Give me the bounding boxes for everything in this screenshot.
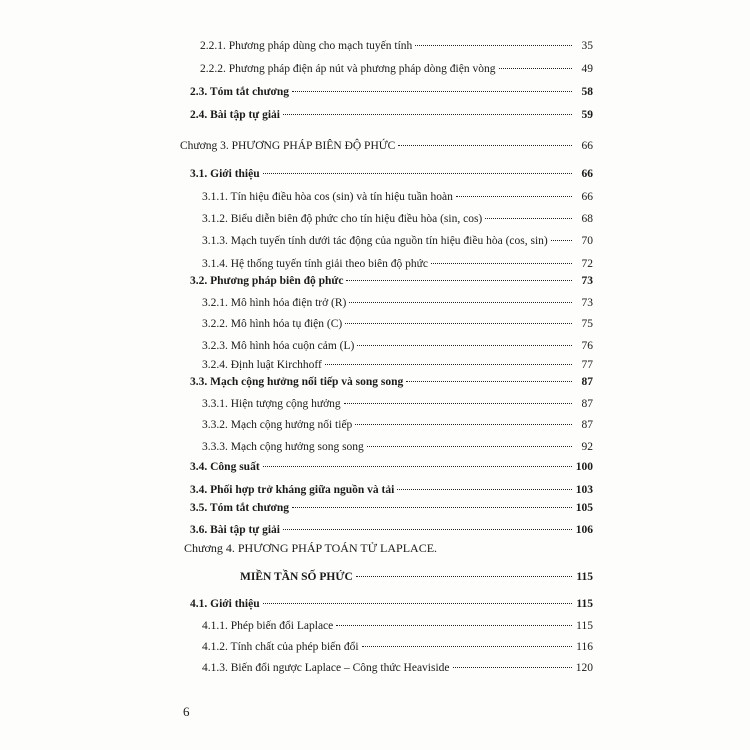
toc-entry-page: 92 xyxy=(581,441,593,453)
toc-entry-page: 77 xyxy=(581,359,593,371)
toc-entry-label: 4.1. Giới thiệu xyxy=(190,598,260,610)
toc-entry-page: 87 xyxy=(581,398,593,410)
toc-entry xyxy=(202,419,593,431)
toc-entry-label: 4.1.2. Tính chất của phép biến đổi xyxy=(202,641,359,653)
toc-entry-label: 3.6. Bài tập tự giải xyxy=(190,524,280,536)
dot-leader xyxy=(263,173,572,174)
dot-leader xyxy=(453,667,572,668)
dot-leader xyxy=(263,466,572,467)
toc-entry-label: Chương 3. PHƯƠNG PHÁP BIÊN ĐỘ PHỨC xyxy=(180,140,396,152)
toc-entry xyxy=(200,63,593,75)
dot-leader xyxy=(485,218,572,219)
dot-leader xyxy=(415,45,572,46)
dot-leader xyxy=(349,302,572,303)
toc-entry xyxy=(190,376,593,388)
toc-entry-label: 3.3.3. Mạch cộng hưởng song song xyxy=(202,441,364,453)
toc-entry xyxy=(202,235,593,247)
toc-entry-page: 35 xyxy=(581,40,593,52)
toc-entry-page: 116 xyxy=(576,641,593,653)
toc-entry-label: 3.1.4. Hệ thống tuyến tính giải theo biên độ phức xyxy=(202,258,428,270)
toc-entry xyxy=(202,191,593,203)
toc-entry-page: 59 xyxy=(581,109,593,121)
toc-entry xyxy=(202,340,593,352)
dot-leader xyxy=(362,646,572,647)
toc-entry-page: 72 xyxy=(581,258,593,270)
toc-entry-page: 87 xyxy=(581,376,593,388)
dot-leader xyxy=(325,364,572,365)
toc-entry-page: 106 xyxy=(575,524,593,536)
dot-leader xyxy=(367,446,572,447)
dot-leader xyxy=(355,424,572,425)
toc-entry xyxy=(202,359,593,371)
toc-entry-label: MIỀN TẦN SỐ PHỨC xyxy=(240,571,353,583)
dot-leader xyxy=(346,280,572,281)
toc-entry-page: 76 xyxy=(581,340,593,352)
dot-leader xyxy=(292,507,572,508)
toc-entry xyxy=(190,86,593,98)
toc-entry xyxy=(200,40,593,52)
toc-entry-label: 4.1.3. Biến đổi ngược Laplace – Công thức Heaviside xyxy=(202,662,450,674)
dot-leader xyxy=(551,240,572,241)
toc-entry-label: 3.2.3. Mô hình hóa cuộn cảm (L) xyxy=(202,340,355,352)
toc-entry-label: 3.1.3. Mạch tuyến tính dưới tác động của nguồn tín hiệu điều hòa (cos, sin) xyxy=(202,235,548,247)
page-number: 6 xyxy=(183,704,190,719)
toc-entry xyxy=(202,213,593,225)
dot-leader xyxy=(456,196,572,197)
toc-entry-label: 2.2.2. Phương pháp điện áp nút và phương pháp dòng điện vòng xyxy=(200,63,496,75)
toc-entry xyxy=(190,461,593,473)
toc-entry-label: 4.1.1. Phép biến đổi Laplace xyxy=(202,620,334,632)
dot-leader xyxy=(344,403,572,404)
toc-entry xyxy=(202,297,593,309)
toc-entry xyxy=(202,398,593,410)
toc-entry xyxy=(190,524,593,536)
dot-leader xyxy=(263,603,572,604)
toc-entry-page: 75 xyxy=(581,318,593,330)
toc-entry-label: 3.3.1. Hiện tượng cộng hưởng xyxy=(202,398,341,410)
toc-entry-label: 3.1.2. Biểu diễn biên độ phức cho tín hiệu điều hòa (sin, cos) xyxy=(202,213,483,225)
toc-entry-label: 3.2.4. Định luật Kirchhoff xyxy=(202,359,322,371)
toc-entry-page: 100 xyxy=(575,461,593,473)
toc-entry xyxy=(190,484,593,496)
toc-entry-page: 70 xyxy=(581,235,593,247)
toc-entry-label: 3.3.2. Mạch cộng hưởng nối tiếp xyxy=(202,419,353,431)
dot-leader xyxy=(283,114,572,115)
dot-leader xyxy=(431,263,572,264)
dot-leader xyxy=(356,576,572,577)
dot-leader xyxy=(398,145,572,146)
toc-entry xyxy=(202,318,593,330)
toc-entry xyxy=(202,441,593,453)
toc-entry-page: 73 xyxy=(581,275,593,287)
toc-entry-page: 66 xyxy=(581,191,593,203)
toc-entry-label: 3.4. Phối hợp trở kháng giữa nguồn và tải xyxy=(190,484,395,496)
toc-entry-label: 2.2.1. Phương pháp dùng cho mạch tuyến tính xyxy=(200,40,413,52)
toc-entry-label: 3.2.1. Mô hình hóa điện trở (R) xyxy=(202,297,347,309)
toc-entry-page: 120 xyxy=(575,662,593,674)
toc-entry xyxy=(202,641,593,653)
toc-entry-label: 3.2.2. Mô hình hóa tụ điện (C) xyxy=(202,318,343,330)
toc-entry-page: 66 xyxy=(581,168,593,180)
toc-entry-label: 3.5. Tóm tắt chương xyxy=(190,502,289,514)
toc-entry-label: 3.1. Giới thiệu xyxy=(190,168,260,180)
dot-leader xyxy=(336,625,572,626)
toc-entry xyxy=(190,168,593,180)
dot-leader xyxy=(406,381,572,382)
toc-entry xyxy=(240,571,593,583)
toc-entry-page: 49 xyxy=(581,63,593,75)
chapter-4-title: Chương 4. PHƯƠNG PHÁP TOÁN TỬ LAPLACE. xyxy=(184,541,438,555)
toc-entry xyxy=(190,502,593,514)
toc-entry xyxy=(180,140,593,152)
toc-entry xyxy=(190,109,593,121)
toc-entry-page: 87 xyxy=(581,419,593,431)
dot-leader xyxy=(345,323,572,324)
toc-entry-page: 58 xyxy=(581,86,593,98)
toc-entry-page: 115 xyxy=(576,598,593,610)
toc-entry-page: 68 xyxy=(581,213,593,225)
toc-entry-label: 2.3. Tóm tắt chương xyxy=(190,86,289,98)
toc-entry xyxy=(202,662,593,674)
dot-leader xyxy=(357,345,572,346)
toc-entry-page: 105 xyxy=(575,502,593,514)
toc-entry xyxy=(202,620,593,632)
dot-leader xyxy=(397,489,572,490)
dot-leader xyxy=(292,91,572,92)
toc-entry xyxy=(190,598,593,610)
toc-entry-page: 73 xyxy=(581,297,593,309)
toc-entry xyxy=(190,275,593,287)
toc-entry-label: 2.4. Bài tập tự giải xyxy=(190,109,280,121)
toc-entry-label: 3.2. Phương pháp biên độ phức xyxy=(190,275,344,287)
toc-entry-page: 103 xyxy=(575,484,593,496)
dot-leader xyxy=(283,529,572,530)
toc-entry-label: 3.1.1. Tín hiệu điều hòa cos (sin) và tín hiệu tuần hoàn xyxy=(202,191,453,203)
toc-entry-label: 3.4. Công suất xyxy=(190,461,260,473)
toc-entry-page: 66 xyxy=(581,140,593,152)
toc-entry-page: 115 xyxy=(576,571,593,583)
toc-entry xyxy=(202,258,593,270)
dot-leader xyxy=(499,68,573,69)
toc-entry-page: 115 xyxy=(576,620,593,632)
toc-entry-label: 3.3. Mạch cộng hưởng nối tiếp và song song xyxy=(190,376,404,388)
